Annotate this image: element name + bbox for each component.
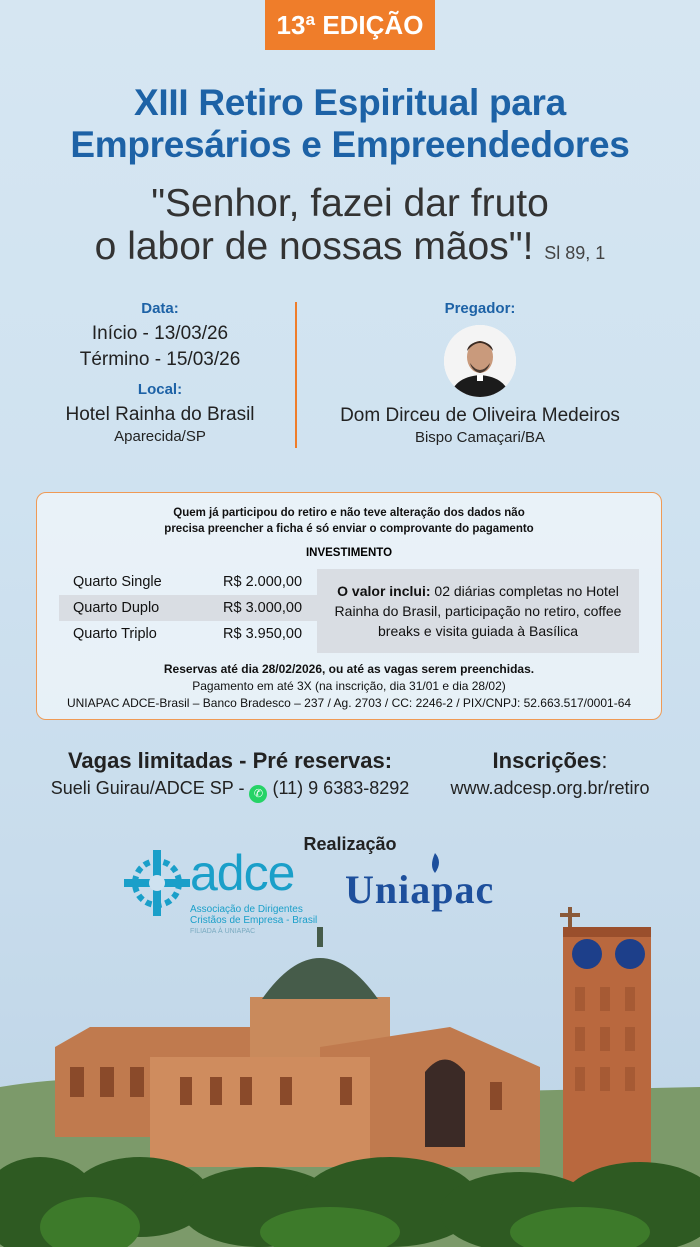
start-date: Início - 13/03/26 bbox=[91, 323, 229, 344]
room-row bbox=[59, 569, 317, 595]
divider bbox=[295, 302, 297, 448]
room-name: Quarto Triplo bbox=[73, 626, 157, 642]
room-price: R$ 3.000,00 bbox=[223, 600, 303, 616]
reservation-contact bbox=[40, 748, 420, 803]
room-row bbox=[59, 621, 317, 647]
registration bbox=[430, 748, 670, 799]
hotel-name: Hotel Rainha do Brasil bbox=[65, 404, 255, 425]
adce-sub-1: Associação de Dirigentes bbox=[190, 904, 303, 915]
city: Aparecida/SP bbox=[114, 428, 206, 445]
note-line-1: Quem já participou do retiro e não teve alteração dos dados não bbox=[173, 507, 525, 519]
quote-line-1: "Senhor, fazei dar fruto bbox=[151, 182, 549, 225]
edition-badge: 13ª EDIÇÃO bbox=[265, 0, 435, 50]
room-price: R$ 3.950,00 bbox=[223, 626, 303, 642]
whatsapp-icon: ✆ bbox=[249, 785, 267, 803]
adce-sub-2: Cristãos de Empresa - Brasil bbox=[190, 915, 318, 926]
room-price: R$ 2.000,00 bbox=[223, 574, 303, 590]
room-prices bbox=[59, 569, 317, 647]
payment-info bbox=[37, 661, 661, 712]
local-label: Local: bbox=[137, 381, 183, 398]
basilica-illustration bbox=[0, 907, 700, 1247]
room-name: Quarto Single bbox=[73, 574, 162, 590]
insc-title-wrap bbox=[430, 748, 670, 774]
clock-tower bbox=[560, 907, 651, 1197]
room-row bbox=[59, 595, 317, 621]
preacher-name: Dom Dirceu de Oliveira Medeiros bbox=[340, 405, 620, 426]
end-date: Término - 15/03/26 bbox=[79, 349, 241, 370]
preacher-photo bbox=[444, 325, 516, 397]
uniapac-logo bbox=[345, 852, 555, 912]
realizacao-label: Realização bbox=[303, 834, 397, 854]
returning-note bbox=[37, 505, 661, 537]
note-line-2: precisa preencher a ficha é só enviar o comprovante do pagamento bbox=[164, 523, 534, 535]
contact-name: Sueli Guirau/ADCE SP - bbox=[50, 778, 245, 798]
title-line-2: Empresários e Empreendedores bbox=[70, 124, 630, 165]
page-title bbox=[0, 82, 700, 166]
event-info bbox=[40, 300, 280, 445]
adce-wordmark: adce bbox=[190, 845, 295, 901]
includes-label: O valor inclui: bbox=[337, 583, 431, 599]
reservations-deadline: Reservas até dia 28/02/2026, ou até as vagas serem preenchidas. bbox=[163, 662, 535, 676]
date-label: Data: bbox=[141, 300, 179, 317]
registration-link[interactable]: www.adcesp.org.br/retiro bbox=[450, 778, 650, 798]
room-name: Quarto Duplo bbox=[73, 600, 160, 616]
preacher-info bbox=[310, 300, 650, 446]
investment-box bbox=[36, 492, 662, 720]
insc-colon: : bbox=[601, 748, 608, 773]
investment-heading: INVESTIMENTO bbox=[305, 547, 393, 559]
quote-line-2: o labor de nossas mãos"! bbox=[94, 225, 534, 268]
quote-line-2-wrap bbox=[0, 225, 700, 275]
payment-terms: Pagamento em até 3X (na inscrição, dia 31/01 e dia 28/02) bbox=[192, 679, 506, 693]
includes-panel bbox=[317, 569, 639, 653]
title-line-1: XIII Retiro Espiritual para bbox=[134, 82, 566, 123]
insc-title: Inscrições bbox=[492, 748, 602, 773]
dome bbox=[250, 927, 390, 1057]
preacher-role: Bispo Camaçari/BA bbox=[414, 429, 546, 446]
uniapac-wordmark: Uniapac bbox=[345, 867, 495, 912]
preacher-label: Pregador: bbox=[444, 300, 516, 317]
includes-text: 02 diárias completas no Hotel Rainha do Brasil, participação no retiro, coffee breaks e visita guiada à Basílica bbox=[334, 583, 622, 639]
quote-reference: Sl 89, 1 bbox=[544, 243, 606, 263]
includes-text-wrap bbox=[325, 581, 631, 641]
vagas-title: Vagas limitadas - Pré reservas: bbox=[67, 748, 393, 773]
contact-line bbox=[40, 778, 420, 803]
adce-sub-3: FILIADA À UNIAPAC bbox=[190, 928, 256, 935]
bible-quote bbox=[0, 182, 700, 275]
phone-number[interactable]: (11) 9 6383-8292 bbox=[272, 778, 410, 798]
bank-details: UNIAPAC ADCE-Brasil – Banco Bradesco – 237 / Ag. 2703 / CC: 2246-2 / PIX/CNPJ: 52.663.517/0001-64 bbox=[66, 696, 632, 710]
